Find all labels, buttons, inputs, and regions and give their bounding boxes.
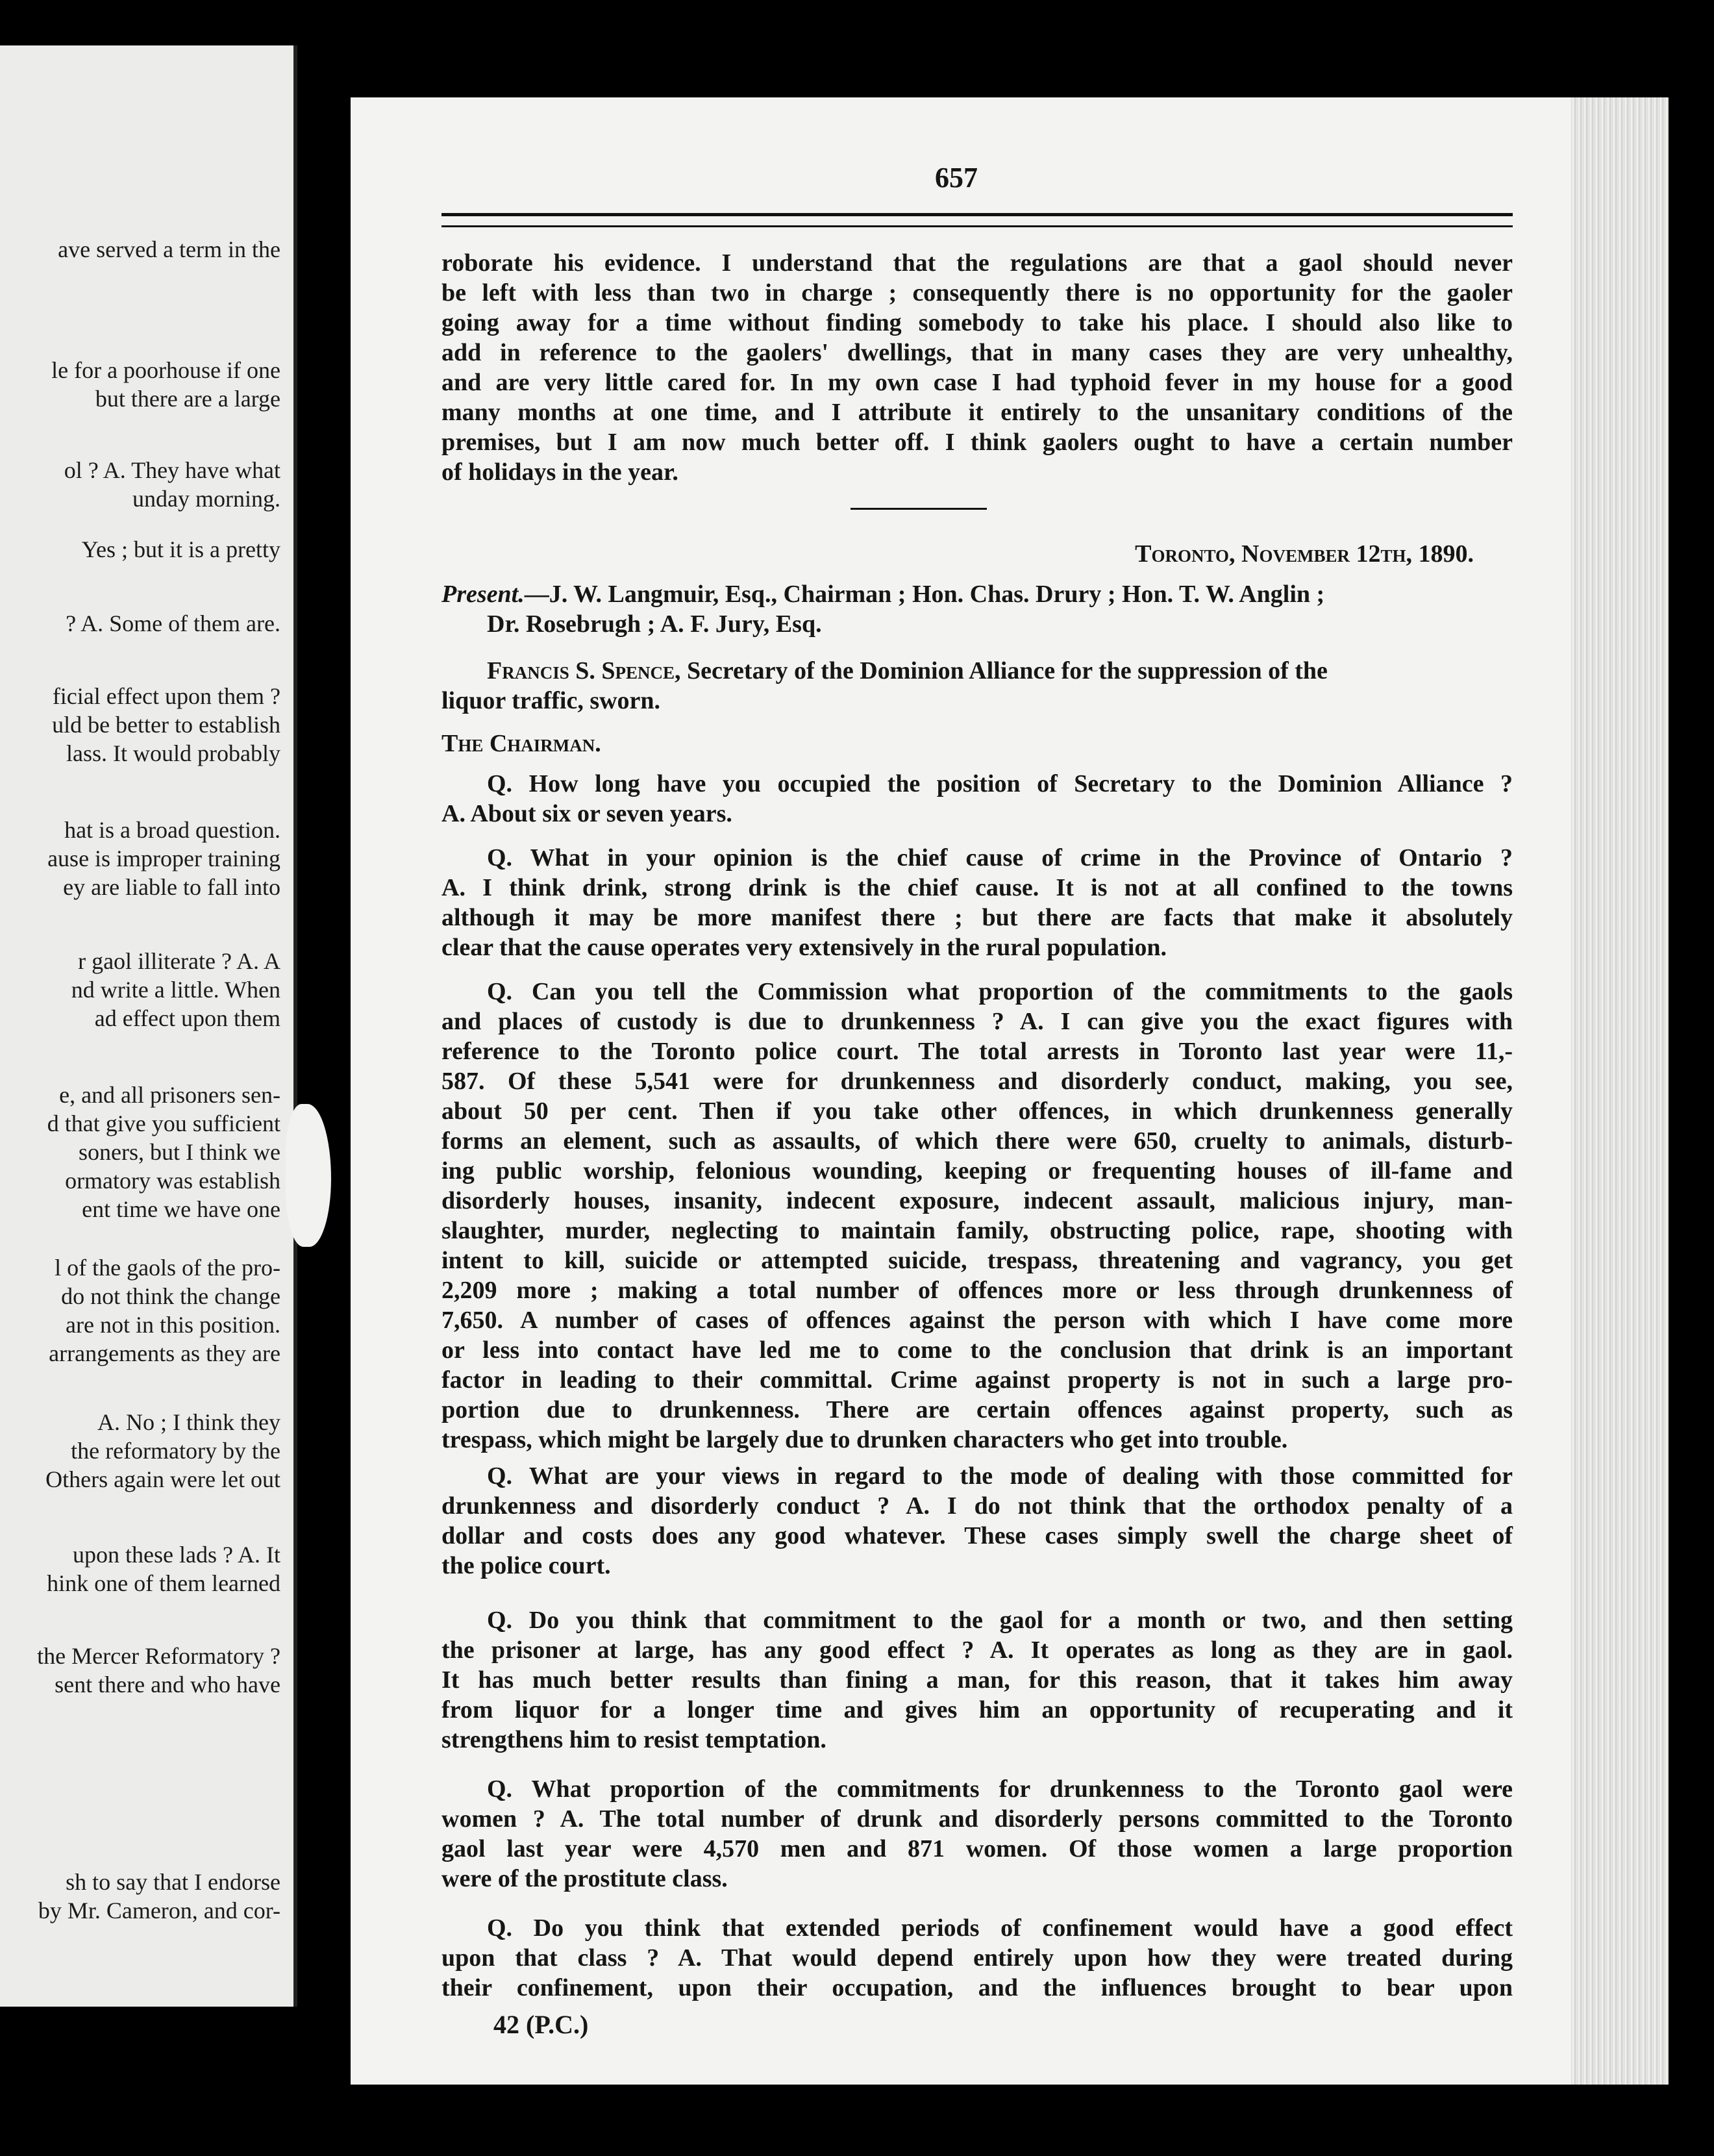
left-line: unday morning. bbox=[132, 486, 280, 512]
page-number: 657 bbox=[935, 162, 978, 194]
dateline: Toronto, November 12th, 1890. bbox=[1135, 540, 1474, 568]
left-line: ave served a term in the bbox=[58, 236, 280, 262]
qa-line: disorderly houses, insanity, indecent exposure, indecent assault, malicious injury, man- bbox=[441, 1187, 1513, 1214]
left-line: do not think the change bbox=[61, 1283, 280, 1309]
left-line: hat is a broad question. bbox=[64, 817, 280, 843]
qa-line: the prisoner at large, has any good effect ? A. It operates as long as they are in gaol. bbox=[441, 1636, 1513, 1664]
qa-line: factor in leading to their committal. Crime against property is not in such a large pro- bbox=[441, 1366, 1513, 1394]
qa-line: reference to the Toronto police court. The total arrests in Toronto last year were 11,- bbox=[441, 1038, 1513, 1065]
qa-line: A. I think drink, strong drink is the chief cause. It is not at all confined to the towns bbox=[441, 874, 1513, 901]
qa-line: It has much better results than fining a man, for this reason, that it takes him away bbox=[441, 1666, 1513, 1694]
intro-line: add in reference to the gaolers' dwellings, that in many cases they are very unhealthy, bbox=[441, 339, 1513, 366]
intro-line: going away for a time without finding somebody to take his place. I should also like to bbox=[441, 309, 1513, 336]
left-line: ad effect upon them bbox=[94, 1005, 280, 1031]
intro-line: premises, but I am now much better off. I think gaolers ought to have a certain number bbox=[441, 429, 1513, 456]
qa-line: trespass, which might be largely due to drunken characters who get into trouble. bbox=[441, 1426, 1288, 1453]
qa-line: gaol last year were 4,570 men and 871 women. Of those women a large proportion bbox=[441, 1835, 1513, 1862]
intro-line: many months at one time, and I attribute it entirely to the unsanitary conditions of the bbox=[441, 399, 1513, 426]
qa-line: were of the prostitute class. bbox=[441, 1865, 728, 1892]
qa-line: drunkenness and disorderly conduct ? A. I do not think that the orthodox penalty of a bbox=[441, 1492, 1513, 1520]
intro-line: and are very little cared for. In my own case I had typhoid fever in my house for a good bbox=[441, 369, 1513, 396]
left-line: arrangements as they are bbox=[49, 1340, 280, 1366]
left-line: le for a poorhouse if one bbox=[51, 357, 280, 383]
intro-line: be left with less than two in charge ; consequently there is no opportunity for the gaoler bbox=[441, 279, 1513, 307]
left-line: sh to say that I endorse bbox=[66, 1869, 280, 1895]
qa-line: Q. What proportion of the commitments for drunkenness to the Toronto gaol were bbox=[487, 1775, 1513, 1803]
left-line: Others again were let out bbox=[45, 1466, 280, 1492]
qa-line: forms an element, such as assaults, of which there were 650, cruelty to animals, disturb- bbox=[441, 1127, 1513, 1155]
left-line: e, and all prisoners sen- bbox=[59, 1082, 280, 1108]
left-line: upon these lads ? A. It bbox=[73, 1542, 280, 1568]
qa-line: 587. Of these 5,541 were for drunkenness and disorderly conduct, making, you see, bbox=[441, 1068, 1513, 1095]
qa-line: upon that class ? A. That would depend entirely upon how they were treated during bbox=[441, 1944, 1513, 1972]
qa-line: Q. Do you think that extended periods of confinement would have a good effect bbox=[487, 1914, 1513, 1942]
left-line: ent time we have one bbox=[82, 1196, 280, 1222]
qa-line: intent to kill, suicide or attempted suicide, trespass, threatening and vagrancy, you get bbox=[441, 1247, 1513, 1274]
left-line: ficial effect upon them ? bbox=[52, 683, 280, 709]
left-line: by Mr. Cameron, and cor- bbox=[38, 1898, 280, 1924]
section-rule bbox=[851, 508, 987, 510]
qa-line: about 50 per cent. Then if you take other offences, in which drunkenness generally bbox=[441, 1097, 1513, 1125]
left-line: the reformatory by the bbox=[71, 1438, 280, 1464]
qa-line: or less into contact have led me to come to the conclusion that drink is an important bbox=[441, 1336, 1513, 1364]
left-line: the Mercer Reformatory ? bbox=[37, 1643, 280, 1669]
witness-line bbox=[441, 656, 1513, 686]
left-line: ause is improper training bbox=[47, 846, 280, 871]
present-line-2: Dr. Rosebrugh ; A. F. Jury, Esq. bbox=[487, 610, 822, 638]
left-line: but there are a large bbox=[95, 386, 280, 412]
qa-line: Q. Can you tell the Commission what proportion of the commitments to the gaols bbox=[487, 978, 1513, 1005]
left-line: nd write a little. When bbox=[71, 977, 280, 1003]
qa-line: ing public worship, felonious wounding, keeping or frequenting houses of ill-fame and bbox=[441, 1157, 1513, 1185]
qa-line: and places of custody is due to drunkenness ? A. I can give you the exact figures with bbox=[441, 1008, 1513, 1035]
left-line: r gaol illiterate ? A. A bbox=[78, 948, 280, 974]
page-tear bbox=[286, 1104, 331, 1247]
qa-line: Q. Do you think that commitment to the gaol for a month or two, and then setting bbox=[487, 1607, 1513, 1634]
present-line bbox=[441, 579, 1513, 609]
witness-name: Francis S. Spence, bbox=[487, 657, 681, 684]
left-line: ey are liable to fall into bbox=[63, 874, 280, 900]
qa-line: slaughter, murder, neglecting to maintain family, obstructing police, rape, shooting with bbox=[441, 1217, 1513, 1244]
chairman-heading: The Chairman. bbox=[441, 730, 601, 757]
left-line: lass. It would probably bbox=[66, 740, 280, 766]
left-line: l of the gaols of the pro- bbox=[55, 1255, 280, 1281]
qa-line: 2,209 more ; making a total number of offences more or less through drunkenness of bbox=[441, 1277, 1513, 1304]
witness-line-2: liquor traffic, sworn. bbox=[441, 687, 661, 714]
signature-mark: 42 (P.C.) bbox=[493, 2010, 589, 2039]
qa-line: clear that the cause operates very extensively in the rural population. bbox=[441, 934, 1167, 961]
main-page bbox=[351, 97, 1669, 2085]
present-names: —J. W. Langmuir, Esq., Chairman ; Hon. Chas. Drury ; Hon. T. W. Anglin ; bbox=[524, 581, 1325, 608]
qa-line: Q. What are your views in regard to the mode of dealing with those committed for bbox=[487, 1462, 1513, 1490]
left-line: ? A. Some of them are. bbox=[66, 610, 280, 636]
left-line: ormatory was establish bbox=[65, 1168, 280, 1194]
qa-line: their confinement, upon their occupation, and the influences brought to bear upon bbox=[441, 1974, 1513, 2001]
left-line: sent there and who have bbox=[55, 1672, 280, 1698]
qa-line: strengthens him to resist temptation. bbox=[441, 1726, 826, 1753]
qa-line: Q. What in your opinion is the chief cause of crime in the Province of Ontario ? bbox=[487, 844, 1513, 871]
qa-line: although it may be more manifest there ; but there are facts that make it absolutely bbox=[441, 904, 1513, 931]
qa-line: dollar and costs does any good whatever. These cases simply swell the charge sheet of bbox=[441, 1522, 1513, 1549]
present-label: Present. bbox=[441, 581, 525, 608]
left-line: uld be better to establish bbox=[52, 712, 280, 738]
header-rule bbox=[441, 213, 1513, 227]
qa-line: women ? A. The total number of drunk and disorderly persons committed to the Toronto bbox=[441, 1805, 1513, 1833]
witness-title: Secretary of the Dominion Alliance for the suppression of the bbox=[680, 657, 1328, 684]
left-facing-page bbox=[0, 45, 297, 2007]
qa-line: from liquor for a longer time and gives him an opportunity of recuperating and it bbox=[441, 1696, 1513, 1724]
qa-line: 7,650. A number of cases of offences against the person with which I have come more bbox=[441, 1307, 1513, 1334]
qa-line: the police court. bbox=[441, 1552, 611, 1579]
left-line: A. No ; I think they bbox=[97, 1409, 280, 1435]
qa-line: portion due to drunkenness. There are certain offences against property, such as bbox=[441, 1396, 1513, 1423]
left-line: d that give you sufficient bbox=[47, 1110, 280, 1136]
left-line: are not in this position. bbox=[66, 1312, 280, 1338]
left-line: Yes ; but it is a pretty bbox=[81, 536, 280, 562]
left-line: hink one of them learned bbox=[47, 1570, 280, 1596]
qa-line: A. About six or seven years. bbox=[441, 800, 732, 827]
intro-line: of holidays in the year. bbox=[441, 458, 678, 486]
qa-line: Q. How long have you occupied the position of Secretary to the Dominion Alliance ? bbox=[487, 770, 1513, 797]
page-stack-edge bbox=[1571, 97, 1669, 2085]
left-line: ol ? A. They have what bbox=[64, 457, 280, 483]
intro-line: roborate his evidence. I understand that the regulations are that a gaol should never bbox=[441, 249, 1513, 277]
left-line: soners, but I think we bbox=[79, 1139, 280, 1165]
